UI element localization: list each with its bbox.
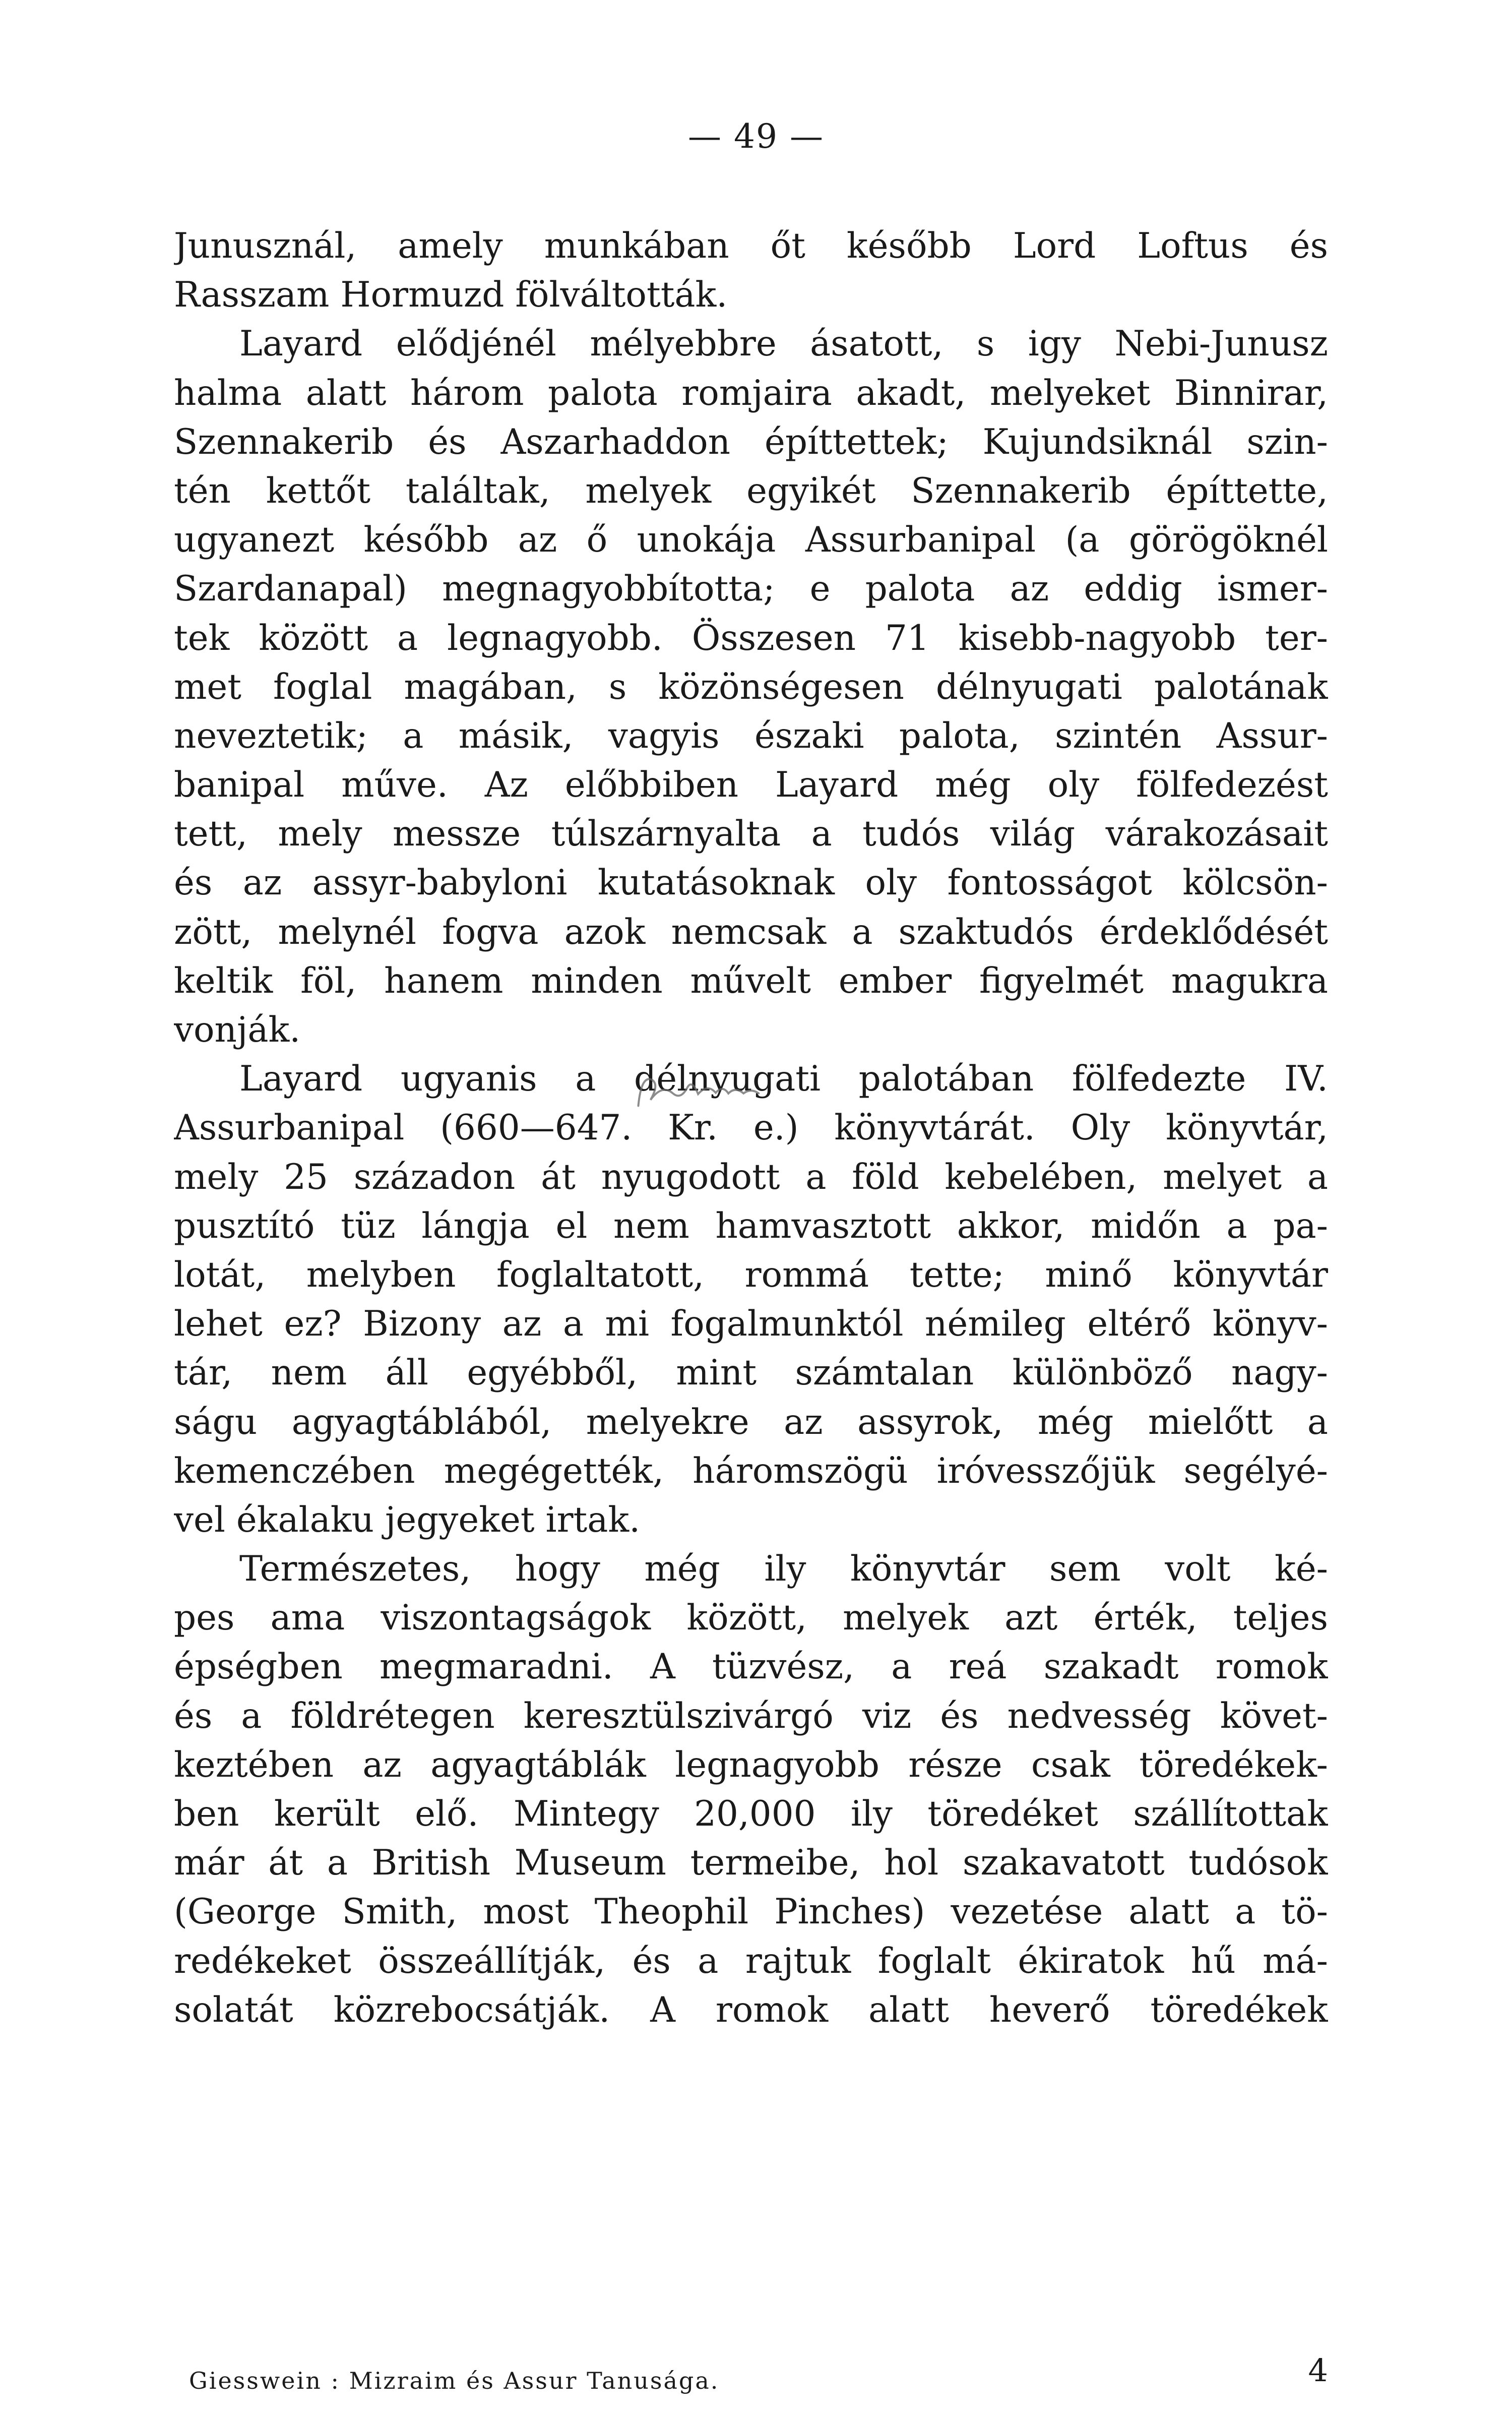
text-line: vel ékalaku jegyeket irtak. [174,1499,641,1540]
text-line: és az assyr-babyloni kutatásoknak oly fontosságot kölcsön- [174,863,1328,903]
text-line: tén kettőt találtak, melyek egyikét Szennakerib építtette, [174,470,1328,511]
text-line: (George Smith, most Theophil Pinches) vezetése alatt a tö- [174,1892,1328,1932]
text-line: tár, nem áll egyébből, mint számtalan különböző nagy- [174,1353,1328,1394]
text-line: ben került elő. Mintegy 20,000 ily töredéket szállítottak [174,1794,1328,1834]
text-line: tett, mely messze túlszárnyalta a tudós világ várakozásait [174,814,1328,855]
footer-source: Giesswein : Mizraim és Assur Tanusága. [189,2367,720,2394]
text-line: Layard elődjénél mélyebbre ásatott, s igy Nebi-Junusz [239,324,1328,365]
text-line: solatát közrebocsátják. A romok alatt heverő töredékek [174,1989,1328,2030]
text-line: ugyanezt később az ő unokája Assurbanipal (a görögöknél [174,520,1328,561]
text-line: tek között a legnagyobb. Összesen 71 kisebb-nagyobb ter- [174,618,1328,658]
text-line: lehet ez? Bizony az a mi fogalmunktól némileg eltérő könyv- [174,1304,1328,1345]
text-line: Szennakerib és Aszarhaddon építtettek; Kujundsiknál szin- [174,421,1328,462]
handwritten-annotation [631,1062,766,1124]
text-line: neveztetik; a másik, vagyis északi palota, szintén Assur- [174,715,1328,756]
text-line: épségben megmaradni. A tüzvész, a reá szakadt romok [174,1647,1328,1687]
text-line: Junusznál, amely munkában őt később Lord Loftus és [174,226,1328,266]
text-line: met foglal magában, s közönségesen délnyugati palotának [174,667,1328,707]
text-line: redékeket összeállítják, és a rajtuk foglalt ékiratok hű má- [174,1941,1328,1981]
text-line: keltik föl, hanem minden művelt ember figyelmét magukra [174,960,1328,1001]
handwriting-mark [631,1062,765,1116]
text-line: ságu agyagtáblából, melyekre az assyrok, még mielőtt a [174,1402,1328,1442]
text-line: Rasszam Hormuzd fölváltották. [174,275,728,316]
text-line: mely 25 századon át nyugodott a föld kebelében, melyet a [174,1157,1328,1197]
text-line: keztében az agyagtáblák legnagyobb része csak töredékek- [174,1744,1328,1785]
text-line: pusztító tüz lángja el nem hamvasztott akkor, midőn a pa- [174,1205,1328,1246]
text-line: lotát, melyben foglaltatott, rommá tette; minő könyvtár [174,1254,1328,1295]
text-line: halma alatt három palota romjaira akadt, melyeket Binnirar, [174,373,1328,413]
signature-mark: 4 [1308,2352,1328,2389]
text-line: Természetes, hogy még ily könyvtár sem volt ké- [239,1549,1328,1590]
text-line: pes ama viszontagságok között, melyek azt érték, teljes [174,1598,1328,1639]
text-line: zött, melynél fogva azok nemcsak a szaktudós érdeklődését [174,912,1328,952]
text-line: kemenczében megégették, háromszögü iróvesszőjük segélyé- [174,1450,1328,1491]
text-line: és a földrétegen keresztülszivárgó viz és nedvesség követ- [174,1696,1328,1736]
text-line: banipal műve. Az előbbiben Layard még oly fölfedezést [174,765,1328,806]
text-line: már át a British Museum termeibe, hol szakavatott tudósok [174,1843,1328,1884]
text-line: vonják. [174,1010,301,1050]
text-line: Assurbanipal (660—647. Kr. e.) könyvtárát. Oly könyvtár, [174,1108,1328,1148]
text-line: Szardanapal) megnagyobbította; e palota az eddig ismer- [174,569,1328,610]
body-text [174,222,1328,2035]
text-line: Layard ugyanis a délnyugati palotában fölfedezte IV. [239,1059,1328,1100]
page-number: — 49 — [688,117,824,156]
